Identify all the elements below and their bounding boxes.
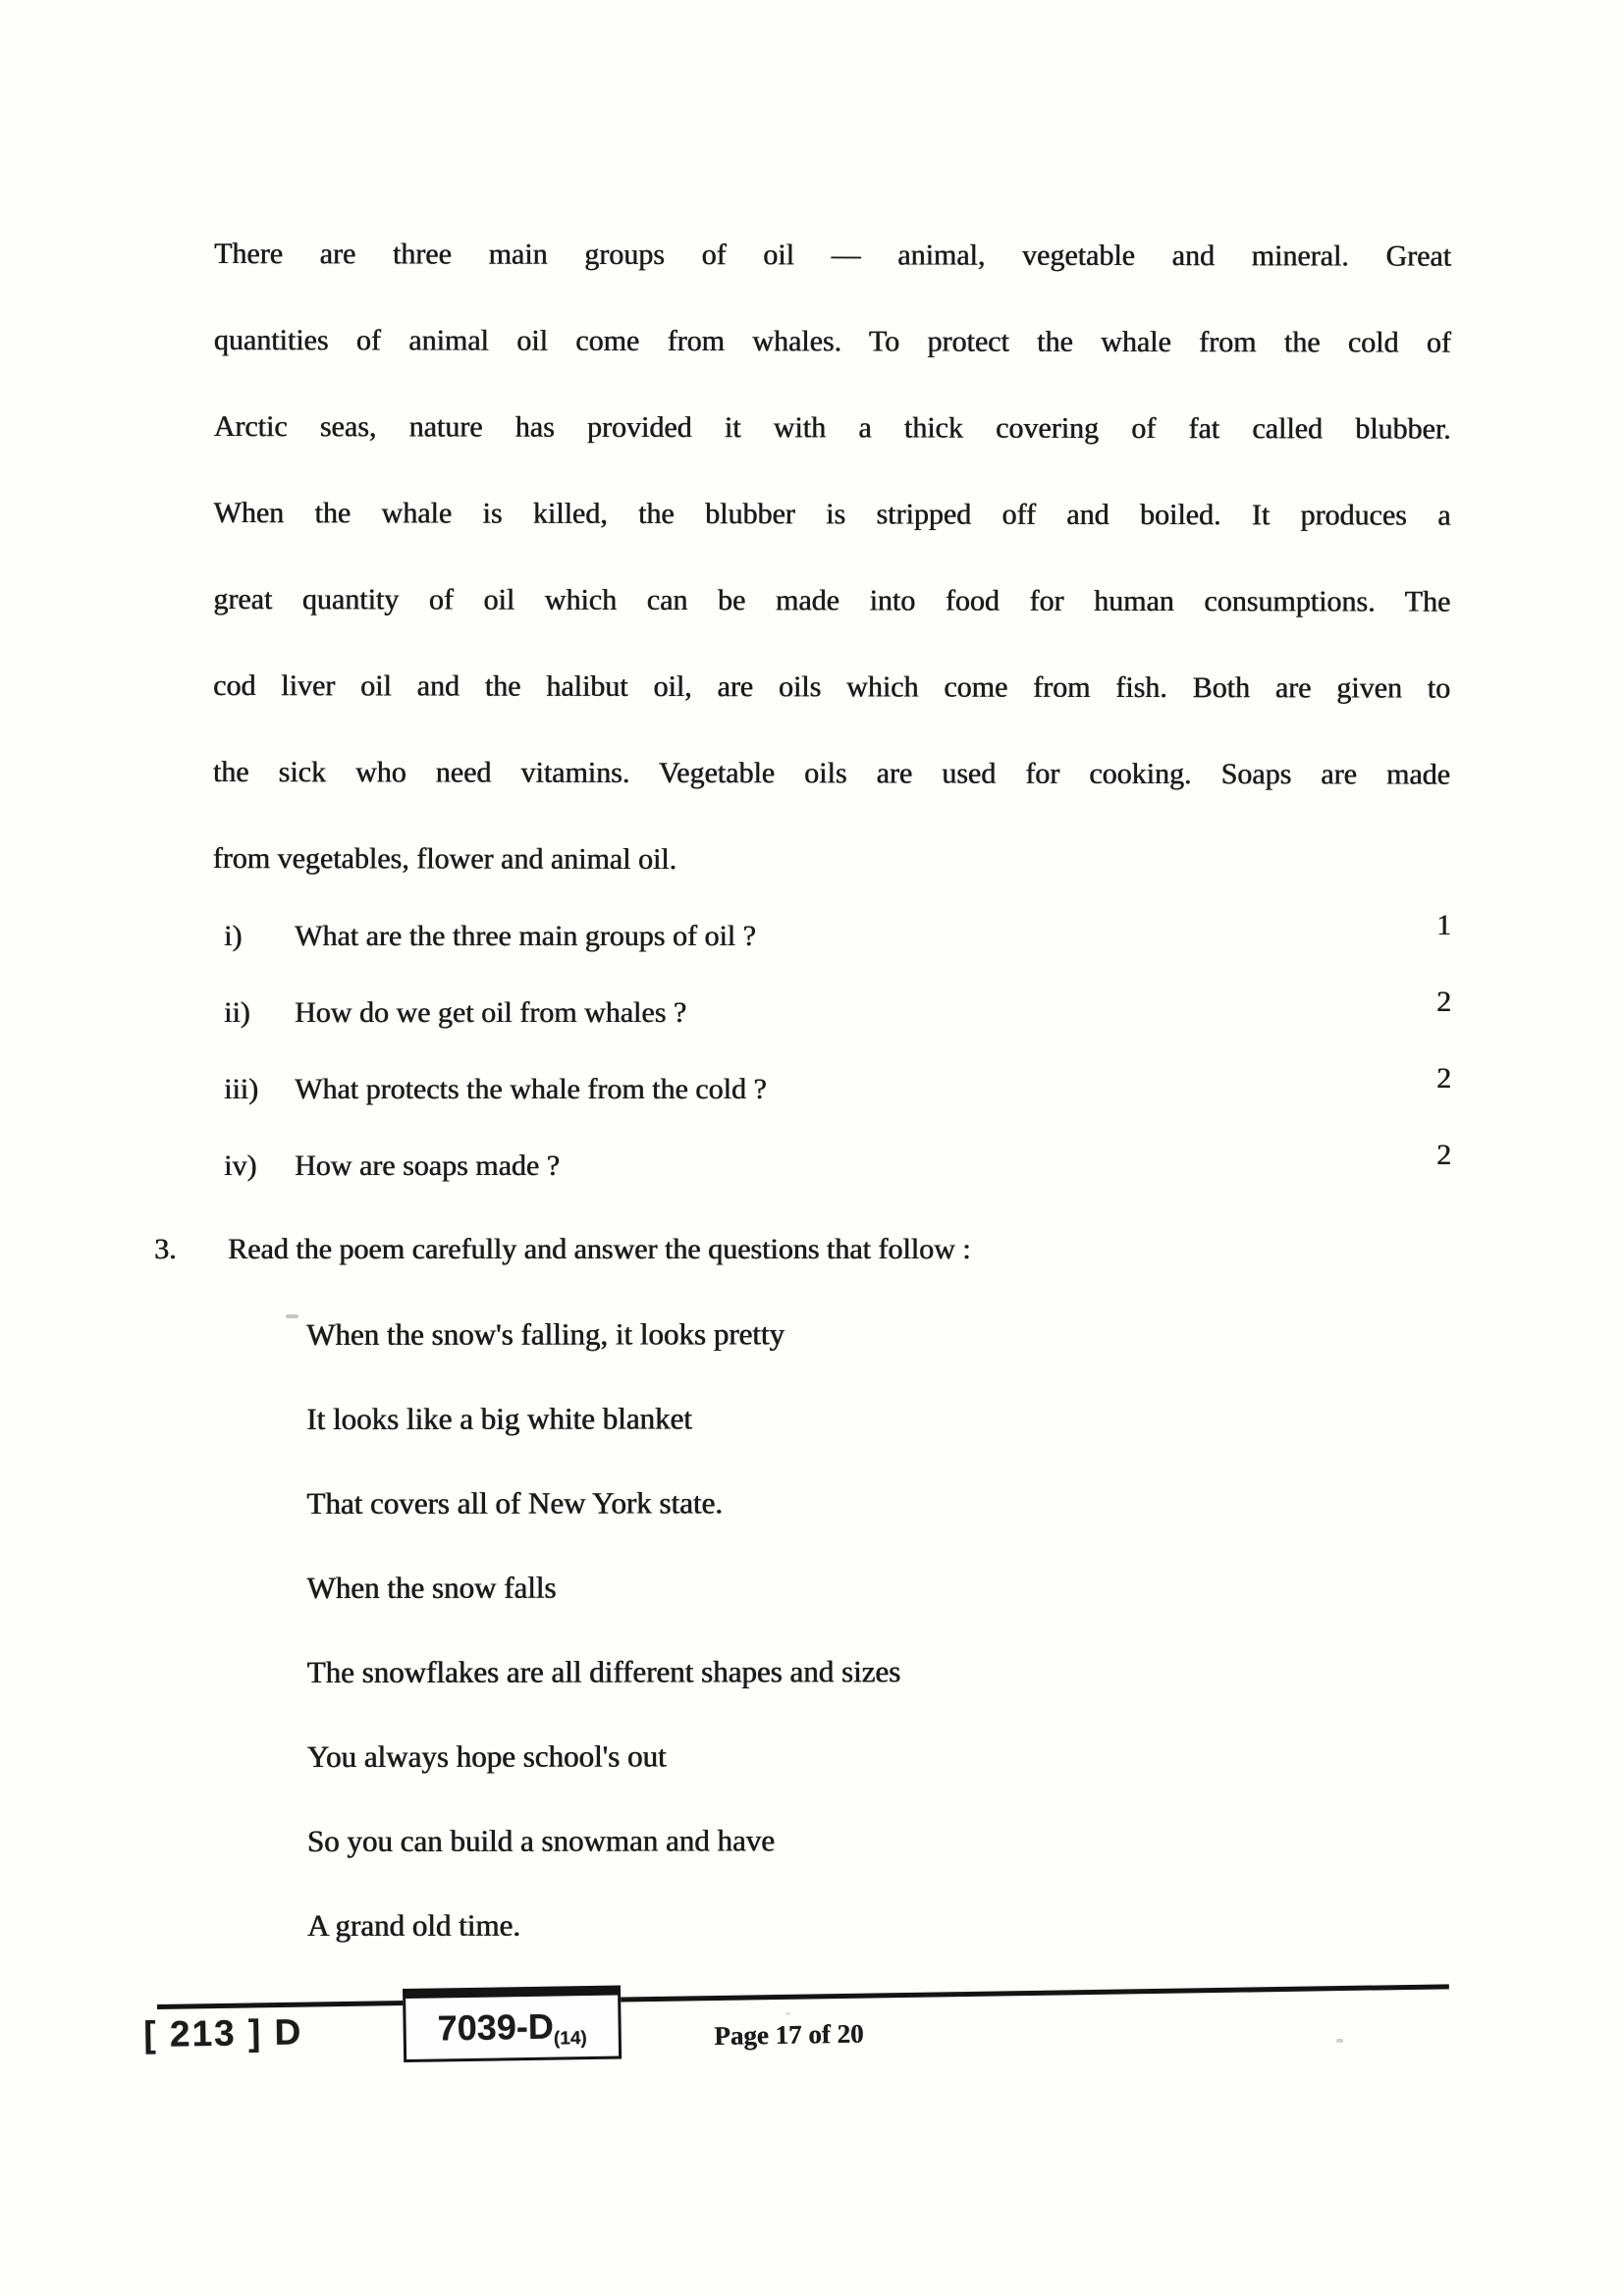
passage-line: great quantity of oil which can be made into food for human consumptions. The [213, 582, 1451, 618]
poem-line: The snowflakes are all different shapes and sizes [306, 1654, 901, 1689]
question-row [214, 909, 1451, 996]
paper-code: 7039-D [437, 2005, 555, 2049]
passage-line: Arctic seas, nature has provided it with a thick covering of fat called blubber. [213, 409, 1451, 446]
poem-block [306, 1315, 1387, 1993]
passage-line: quantities of animal oil come from whales. To protect the whale from the cold of [213, 323, 1451, 359]
question-row [214, 986, 1451, 1073]
passage-line: There are three main groups of oil — animal, vegetable and mineral. Great [213, 238, 1451, 273]
question-text: What protects the whale from the cold ? [295, 1073, 767, 1105]
reading-passage [213, 238, 1451, 932]
poem-line: So you can build a snowman and have [306, 1823, 775, 1858]
passage-line: from vegetables, flower and animal oil. [212, 841, 677, 876]
question-numeral: iii) [224, 1073, 258, 1105]
question-text: What are the three main groups of oil ? [295, 920, 756, 952]
passage-line: cod liver oil and the halibut oil, are oils which come from fish. Both are given to [213, 668, 1451, 705]
scan-speck [785, 2012, 790, 2015]
question-numeral: i) [224, 920, 243, 952]
scan-speck [1336, 2039, 1343, 2043]
poem-line: When the snow's falling, it looks pretty [306, 1316, 785, 1352]
poem-line: A grand old time. [306, 1907, 520, 1943]
question-numeral: ii) [224, 996, 250, 1029]
question-marks: 1 [1436, 909, 1451, 941]
question-list [214, 909, 1451, 1226]
question-text: How do we get oil from whales ? [295, 996, 687, 1029]
poem-line: That covers all of New York state. [306, 1485, 723, 1521]
question-marks: 2 [1436, 1062, 1451, 1095]
question-row [214, 1139, 1451, 1226]
section-instruction: Read the poem carefully and answer the questions that follow : [228, 1233, 971, 1265]
question-marks: 2 [1436, 986, 1451, 1018]
page-indicator: Page 17 of 20 [714, 2018, 864, 2051]
scan-speck [286, 1314, 298, 1318]
passage-line: the sick who need vitamins. Vegetable oils are used for cooking. Soaps are made [212, 755, 1450, 791]
paper-code-box [403, 1986, 622, 2062]
poem-line: You always hope school's out [306, 1738, 667, 1774]
paper-code-subscript: (14) [553, 2028, 587, 2050]
section-number: 3. [154, 1233, 177, 1265]
booklet-code: [ 213 ] D [143, 2011, 303, 2055]
question-text: How are soaps made ? [295, 1149, 560, 1182]
question-marks: 2 [1436, 1139, 1451, 1171]
question-row [214, 1062, 1451, 1149]
poem-line: When the snow falls [306, 1570, 557, 1605]
poem-line: It looks like a big white blanket [306, 1401, 692, 1436]
passage-line: When the whale is killed, the blubber is stripped off and boiled. It produces a [213, 496, 1451, 532]
question-numeral: iv) [224, 1149, 257, 1182]
section-heading [154, 1233, 1450, 1266]
